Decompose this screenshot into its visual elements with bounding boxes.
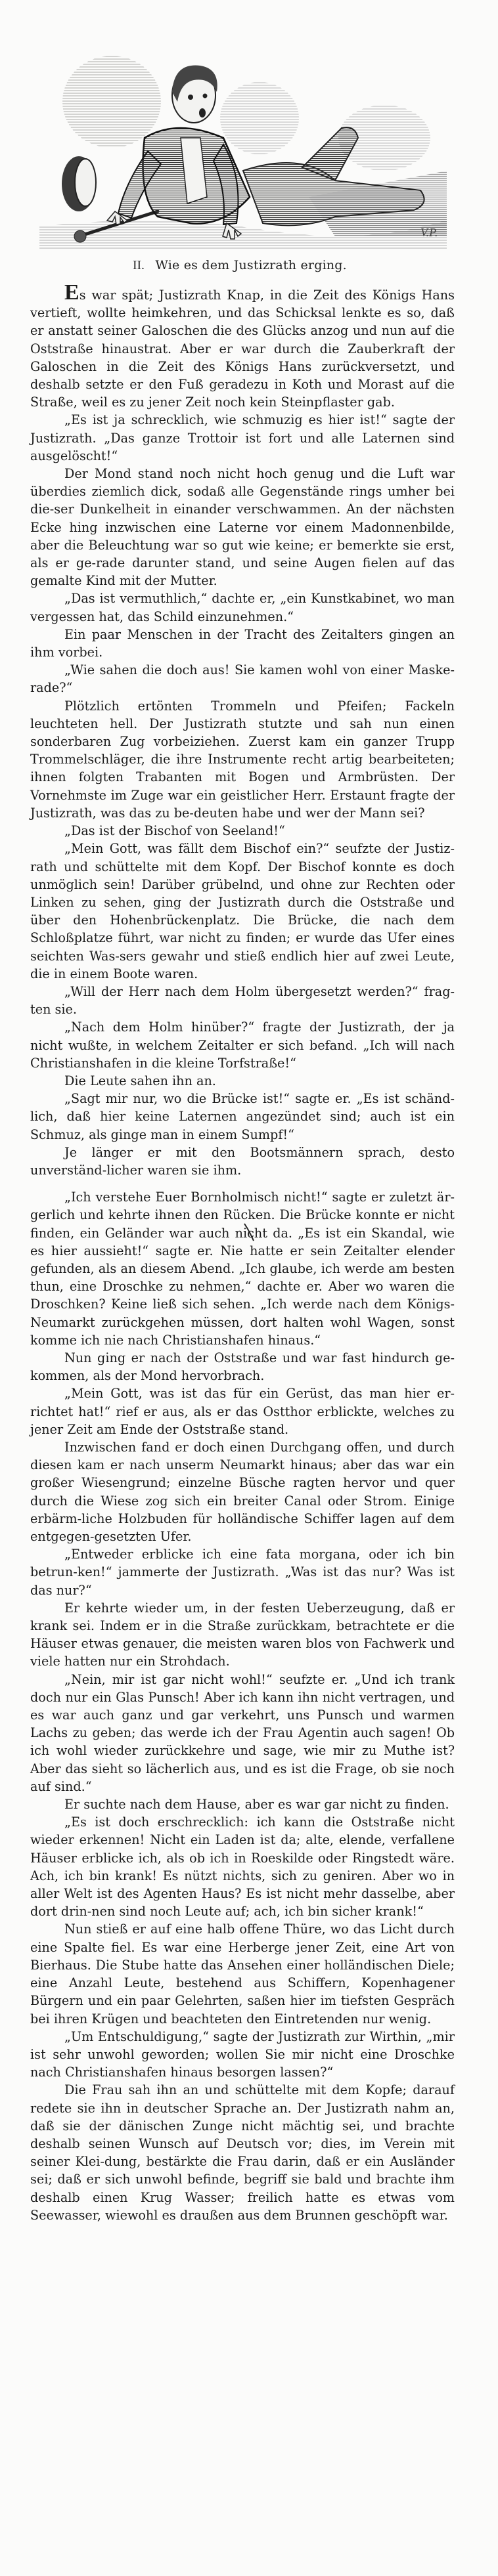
engraving-illustration <box>26 39 453 249</box>
paragraph: „Ich verstehe Euer Bornholmisch nicht!“ sagte er zuletzt är-gerlich und kehrte ihnen den Rücken. Die Brücke konnte er nicht finden, ein Geländer war auch nicht da. „Es ist ein Skandal, wie es hier aussieht!“ sagte er. Nie hatte er sein Zeitalter elender gefunden, als an diesem Abend. „Ich glaube, ich werde am besten thun, eine Droschke zu nehmen,“ dachte er. Aber wo waren die Droschken? Keine ließ sich sehen. „Ich werde nach dem Königs-Neumarkt zurückgehen müssen, dort halten wohl Wagen, sonst komme ich nie nach Christianshafen hinaus.“ <box>30 1190 455 1348</box>
paragraph: „Um Entschuldigung,“ sagte der Justizrath zur Wirthin, „mir ist sehr unwohl geworden; wollen Sie mir nicht eine Droschke nach Christianshafen hinaus besorgen lassen?“ <box>30 2029 455 2080</box>
paragraph: „Nach dem Holm hinüber?“ fragte der Justizrath, der ja nicht wußte, in welchem Zeitalter er sich befand. „Ich will nach Christianshafen in die kleine Torfstraße!“ <box>30 1020 455 1071</box>
paragraph: Es war spät; Justizrath Knap, in die Zeit des Königs Hans vertieft, wollte heimkehren, und das Schicksal lenkte es so, daß er anstatt seiner Galoschen die des Glücks anzog und nun auf die Oststraße hinaustrat. Aber er war durch die Zauberkraft der Galoschen in die Zeit des Königs Hans zurückversetzt, und deshalb setzte er den Fuß geradezu in Koth und Morast auf die Straße, weil es zu jener Zeit noch kein Steinpflaster gab. <box>30 280 455 410</box>
signature: V.P. <box>420 226 438 239</box>
paragraph: Ein paar Menschen in der Tracht des Zeitalters gingen an ihm vorbei. <box>30 626 455 660</box>
paragraph: „Das ist der Bischof von Seeland!“ <box>64 823 285 839</box>
chapter-body <box>30 280 455 2224</box>
paragraph: Der Mond stand noch nicht hoch genug und die Luft war überdies ziemlich dick, sodaß alle Gegenstände rings umher bei die-ser Dunkelheit in einander verschwammen. An der nächsten Ecke hing inzwischen eine Laterne vor einem Madonnenbilde, aber die Beleuchtung war so gut wie keine; er bemerkte sie erst, als er ge-rade darunter stand, und seine Augen fielen auf das gemalte Kind mit der Mutter. <box>30 466 455 589</box>
drop-cap: E <box>64 280 79 305</box>
paragraph: Die Frau sah ihn an und schüttelte mit dem Kopfe; darauf redete sie ihn in deutscher Sprache an. Der Justizrath nahm an, daß sie der dänischen Zunge nicht mächtig sei, und brachte deshalb seinen Wunsch auf Deutsch vor; dies, im Verein mit seiner Klei-dung, bestärkte die Frau darin, daß er ein Ausländer sei; daß er sich unwohl befinde, begriff sie bald und brachte ihm deshalb einen Krug Wasser; freilich hatte es etwas vom Seewasser, wiewohl es draußen aus dem Brunnen geschöpft war. <box>30 2082 455 2223</box>
paragraph: Je länger er mit den Bootsmännern sprach, desto unverständ-licher waren sie ihm. <box>30 1144 455 1178</box>
pen-stroke-mark <box>243 1222 256 1243</box>
paragraph: „Will der Herr nach dem Holm übergesetzt werden?“ frag-ten sie. <box>30 983 455 1018</box>
chapter-heading <box>0 258 480 273</box>
paragraph: Die Leute sahen ihn an. <box>64 1073 216 1088</box>
paragraph: „Sagt mir nur, wo die Brücke ist!“ sagte er. „Es ist schänd-lich, daß hier keine Laternen angezündet sind; auch ist ein Schmuz, als ginge man in einem Sumpf!“ <box>30 1091 455 1142</box>
paragraph: „Nein, mir ist gar nicht wohl!“ seufzte er. „Und ich trank doch nur ein Glas Punsch! Aber ich kann ihn nicht vertragen, und es war auch ganz und gar verkehrt, uns Punsch und warmen Lachs zu geben; das werde ich der Frau Agentin auch sagen! Ob ich wohl wieder zurückkehre und sage, wie mir zu Muthe ist? Aber das sieht so lächerlich aus, und es ist die Frage, ob sie noch auf sind.“ <box>30 1671 455 1794</box>
paragraph: „Mein Gott, was ist das für ein Gerüst, das man hier er-richtet hat!“ rief er aus, als er das Ostthor erblickte, welches zu jener Zeit am Ende der Oststraße stand. <box>30 1386 455 1437</box>
chapter-number: II. <box>133 259 145 272</box>
paragraph: Plötzlich ertönten Trommeln und Pfeifen; Fackeln leuchteten hell. Der Justizrath stutzte und sah nun einen sonderbaren Zug vorbeiziehen. Zuerst kam ein ganzer Trupp Trommelschläger, die ihre Instrumente recht artig bearbeiteten; ihnen folgten Trabanten mit Bogen und Armbrüsten. Der Vornehmste im Zuge war ein geistlicher Herr. Erstaunt fragte der Justizrath, was das zu be-deuten habe und wer der Mann sei? <box>30 698 455 821</box>
paragraph: Inzwischen fand er doch einen Durchgang offen, und durch diesen kam er nach unserm Neumarkt hinaus; aber das war ein großer Wiesengrund; einzelne Büsche ragten hervor und quer durch die Wiese zog sich ein breiter Canal oder Strom. Einige erbärm-liche Holzbuden für holländische Schiffer lagen auf dem entgegen-gesetzten Ufer. <box>30 1440 455 1545</box>
paragraph: Nun ging er nach der Oststraße und war fast hindurch ge-kommen, als der Mond hervorbrach. <box>30 1350 455 1384</box>
paragraph: „Es ist doch erschrecklich: ich kann die Oststraße nicht wieder erkennen! Nicht ein Laden ist da; alte, elende, verfallene Häuser erblicke ich, als ob ich in Roeskilde oder Ringstedt wäre. Ach, ich bin krank! Es nützt nichts, sich zu geniren. Aber wo in aller Welt ist des Agenten Haus? Es ist nicht mehr dasselbe, aber dort drin-nen sind noch Leute auf; ach, ich bin sicher krank!“ <box>30 1814 455 1920</box>
paragraph: Er suchte nach dem Hause, aber es war gar nicht zu finden. <box>64 1797 449 1813</box>
paragraph: „Das ist vermuthlich,“ dachte er, „ein Kunstkabinet, wo man vergessen hat, das Schild einzunehmen.“ <box>30 591 455 624</box>
paragraph: „Es ist ja schrecklich, wie schmuzig es hier ist!“ sagte der Justizrath. „Das ganze Trottoir ist fort und alle Laternen sind ausgelöscht!“ <box>30 412 455 463</box>
paragraph: „Wie sahen die doch aus! Sie kamen wohl von einer Maske-rade?“ <box>30 662 455 696</box>
paragraph: Er kehrte wieder um, in der festen Ueberzeugung, daß er krank sei. Indem er in die Straße zurückkam, betrachtete er die Häuser etwas genauer, die meisten waren blos von Fachwerk und viele hatten nur ein Strohdach. <box>30 1600 455 1669</box>
paragraph: „Mein Gott, was fällt dem Bischof ein?“ seufzte der Justiz-rath und schüttelte mit dem Kopf. Der Bischof konnte es doch unmöglich sein! Darüber grübelnd, und ohne zur Rechten oder Linken zu sehen, ging der Justizrath durch die Oststraße und über den Hohenbrückenplatz. Die Brücke, die nach dem Schloßplatze führt, war nicht zu finden; er wurde das Ufer eines seichten Was-sers gewahr und stieß endlich hier auf zwei Leute, die in einem Boote waren. <box>30 841 455 981</box>
chapter-title: Wie es dem Justizrath erging. <box>155 258 347 272</box>
paragraph: Nun stieß er auf eine halb offene Thüre, wo das Licht durch eine Spalte fiel. Es war eine Herberge jener Zeit, eine Art von Bierhaus. Die Stube hatte das Ansehen einer holländischen Diele; eine Anzahl Leute, bestehend aus Schiffern, Kopenhagener Bürgern und ein paar Gelehrten, saßen hier im tiefsten Gespräch bei ihren Krügen und beachteten den Eintretenden nur wenig. <box>30 1921 455 2027</box>
paragraph: „Entweder erblicke ich eine fata morgana, oder ich bin betrun-ken!“ jammerte der Justizrath. „Was ist das nur? Was ist das nur?“ <box>30 1547 455 1598</box>
